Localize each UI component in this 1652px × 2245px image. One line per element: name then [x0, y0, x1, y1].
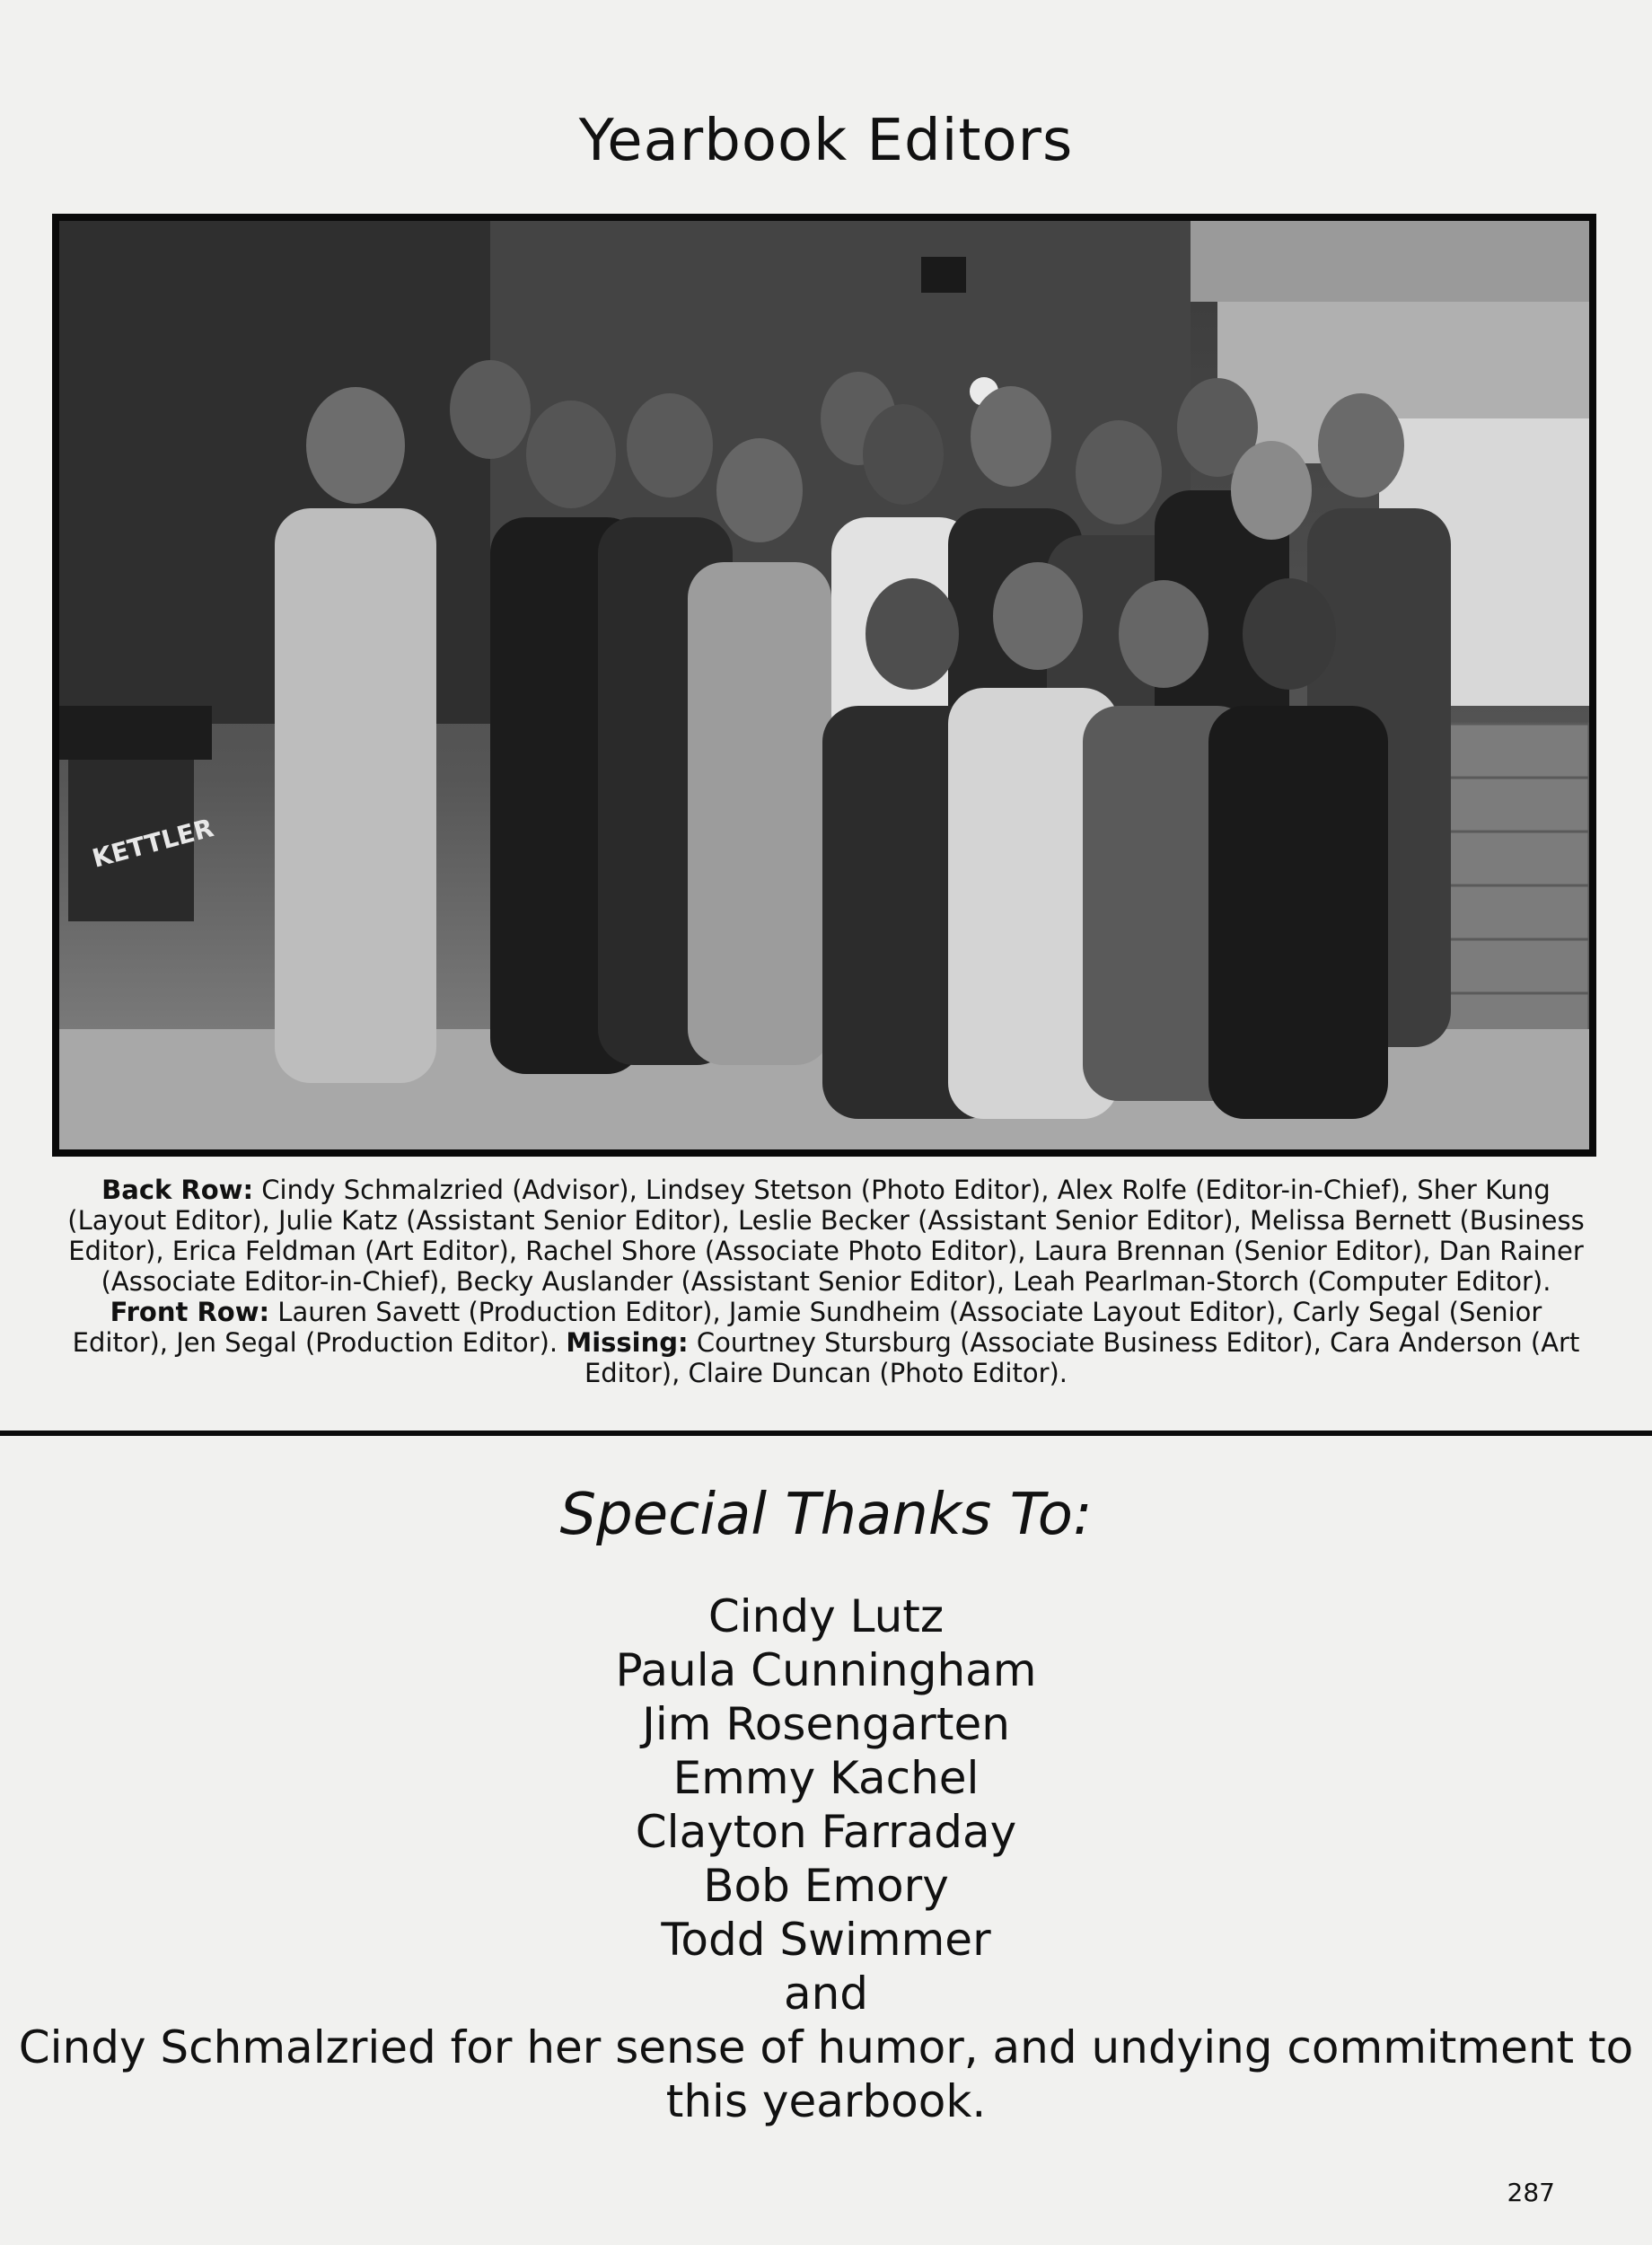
front-row-names: Lauren Savett (Production Editor), Jamie Sundheim (Associate Layout Editor), Carly Segal (Senior Editor), Jen Segal (Production Editor). [72, 1297, 1542, 1358]
group-photo-icon [59, 221, 1589, 1149]
thanks-name: Cindy Lutz [707, 1590, 945, 1642]
back-row-label: Back Row: [101, 1175, 254, 1205]
missing-label: Missing: [566, 1327, 689, 1358]
photo-caption [63, 1175, 1589, 1388]
section-divider [0, 1431, 1652, 1436]
thanks-name: Todd Swimmer [661, 1914, 991, 1966]
thanks-closing: Cindy Schmalzried for her sense of humor, and undying commitment to this yearbook. [18, 2021, 1634, 2127]
thanks-list [0, 1589, 1652, 2020]
thanks-name: Emmy Kachel [672, 1752, 980, 1804]
page-number: 287 [1507, 2178, 1555, 2207]
thanks-name: Paula Cunningham [615, 1644, 1037, 1696]
special-thanks-heading: Special Thanks To: [559, 1482, 1093, 1548]
missing-names: Courtney Stursburg (Associate Business Editor), Cara Anderson (Art Editor), Claire Duncan (Photo Editor). [584, 1327, 1580, 1388]
kettler-sign: KETTLER [89, 813, 217, 874]
front-row-label: Front Row: [110, 1297, 270, 1327]
back-row-names: Cindy Schmalzried (Advisor), Lindsey Stetson (Photo Editor), Alex Rolfe (Editor-in-Chief), Sher Kung (Layout Editor), Julie Katz (Assistant Senior Editor), Leslie Becker (Assistant Senior Editor), Melissa Bernett (Business Editor), Erica Feldman (Art Editor), Rachel Shore (Associate Photo Editor), Laura Brennan (Senior Editor), Dan Rainer (Associate Editor-in-Chief), Becky Auslander (Assistant Senior Editor), Leah Pearlman-Storch (Computer Editor). [67, 1175, 1585, 1297]
thanks-conjunction: and [783, 1968, 869, 2020]
thanks-name: Clayton Farraday [635, 1806, 1017, 1858]
page-title: Yearbook Editors [578, 108, 1074, 174]
thanks-name: Jim Rosengarten [642, 1698, 1010, 1750]
thanks-name: Bob Emory [703, 1860, 949, 1912]
group-photo [52, 214, 1596, 1157]
